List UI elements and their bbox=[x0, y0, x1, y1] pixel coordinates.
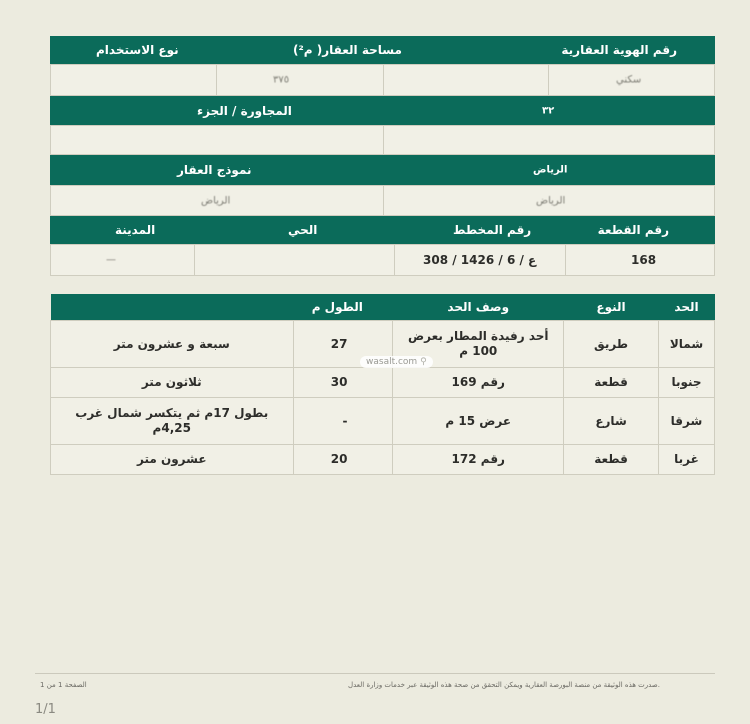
watermark-text: wasalt.com bbox=[366, 357, 418, 367]
boundaries-table bbox=[50, 294, 715, 475]
model-header bbox=[50, 155, 715, 185]
side-cell: شرقا bbox=[658, 398, 714, 445]
neighbor-values bbox=[50, 125, 715, 155]
length-cell: سبعة و عشرون متر bbox=[51, 321, 294, 368]
model-right-value: الرياض bbox=[536, 195, 566, 206]
type-column-header: النوع bbox=[564, 294, 659, 321]
side-cell: شمالا bbox=[658, 321, 714, 368]
plot-value: 168 bbox=[631, 253, 657, 267]
length-cell: بطول 17م ثم يتكسر شمال غرب 4,25م bbox=[51, 398, 294, 445]
num-cell: 20 bbox=[293, 445, 393, 475]
district-heading: الحي bbox=[288, 223, 318, 237]
area-heading: مساحة العقار( م²) bbox=[293, 43, 402, 57]
deed-id-value: سكني bbox=[616, 74, 642, 86]
model-heading: نموذج العقار bbox=[177, 163, 252, 177]
table-row bbox=[51, 368, 715, 398]
desc-column-header: وصف الحد bbox=[393, 294, 564, 321]
neighbor-heading: المجاورة / الجزء bbox=[197, 103, 292, 118]
type-cell: قطعة bbox=[564, 445, 659, 475]
num-cell: 27 bbox=[293, 321, 393, 368]
neighbor-header bbox=[50, 96, 715, 125]
area-value: ٣٧٥ bbox=[273, 74, 290, 86]
desc-cell: رقم 169 bbox=[393, 368, 564, 398]
location-pin-icon: ⚲ bbox=[420, 357, 427, 367]
usage-heading: نوع الاستخدام bbox=[96, 43, 179, 57]
type-heading: الرياض bbox=[533, 164, 568, 176]
location-values bbox=[50, 244, 715, 276]
type-cell: طريق bbox=[564, 321, 659, 368]
desc-cell: رقم 172 bbox=[393, 445, 564, 475]
table-row bbox=[51, 398, 715, 445]
model-values bbox=[50, 185, 715, 216]
model-left-value: الرياض bbox=[201, 195, 231, 206]
type-cell: شارع bbox=[564, 398, 659, 445]
footer-note: صدرت هذه الوثيقة من منصة البورصة العقارية ويمكن التحقق من صحة هذه الوثيقة عبر خدمات وزارة العدل. bbox=[348, 681, 660, 689]
desc-cell: أحد رفيدة المطار بعرض 100 م bbox=[393, 321, 564, 368]
city-heading: المدينة bbox=[115, 223, 156, 237]
deed-info-header bbox=[50, 36, 715, 64]
desc-cell: عرض 15 م bbox=[393, 398, 564, 445]
location-header bbox=[50, 216, 715, 244]
plot-heading: رقم القطعة bbox=[597, 223, 669, 237]
side-column-header: الحد bbox=[658, 294, 714, 321]
num-cell: - bbox=[293, 398, 393, 445]
side-cell: جنوبا bbox=[658, 368, 714, 398]
side-cell: غربا bbox=[658, 445, 714, 475]
boundaries-header-row bbox=[51, 294, 715, 321]
sub-heading: ٣٢ bbox=[542, 105, 555, 116]
deed-id-heading: رقم الهوية العقارية bbox=[561, 43, 677, 57]
length-cell: عشرون متر bbox=[51, 445, 294, 475]
city-value: — bbox=[106, 254, 116, 266]
length-cell: ثلاثون متر bbox=[51, 368, 294, 398]
footer-divider bbox=[35, 673, 715, 674]
type-cell: قطعة bbox=[564, 368, 659, 398]
table-row bbox=[51, 445, 715, 475]
length-column-header: الطول م bbox=[51, 294, 393, 321]
watermark bbox=[360, 356, 433, 368]
page-fraction: 1/1 bbox=[35, 702, 56, 717]
deed-info-values bbox=[50, 64, 715, 96]
plan-heading: رقم المخطط bbox=[453, 223, 532, 237]
plan-value: 308 / 1426 / ع / 6 bbox=[423, 253, 537, 267]
page-number: الصفحة 1 من 1 bbox=[40, 681, 87, 689]
num-cell: 30 bbox=[293, 368, 393, 398]
